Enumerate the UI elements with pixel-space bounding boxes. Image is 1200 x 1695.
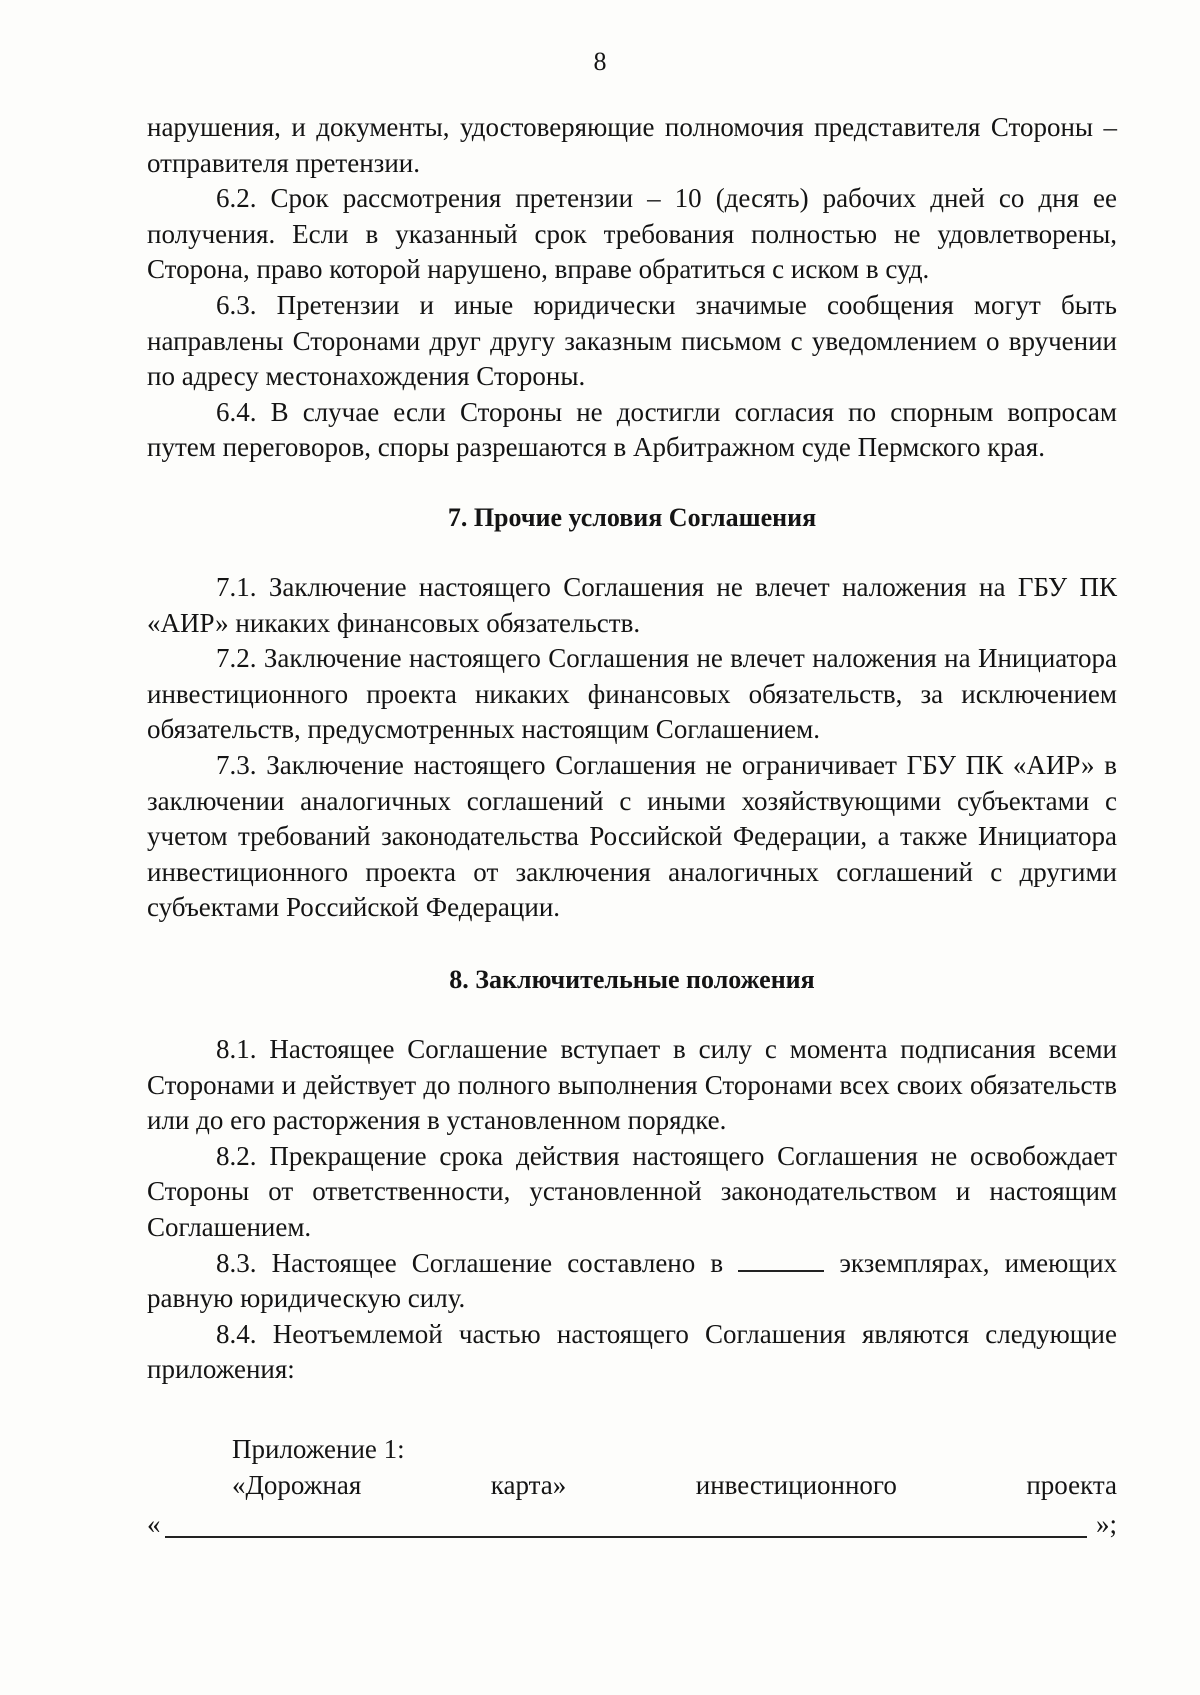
- paragraph-6-4: 6.4. В случае если Стороны не достигли согласия по спорным вопросам путем переговоров, споры разрешаются в Арбитражном суде Пермского края.: [147, 396, 1117, 463]
- project-name-blank: [165, 1536, 1087, 1538]
- open-quote: «: [147, 1509, 161, 1539]
- paragraph-7-2: 7.2. Заключение настоящего Соглашения не влечет наложения на Инициатора инвестиционного проекта никаких финансовых обязательств, за исключением обязательств, предусмотренных настоящим Соглашением.: [147, 643, 1117, 745]
- annex-word-2: карта»: [490, 1469, 567, 1500]
- section-7-heading-wrap: [147, 500, 1117, 535]
- copies-count-blank: [738, 1248, 824, 1272]
- section-7-heading: 7. Прочие условия Соглашения: [447, 503, 817, 532]
- page-number: 8: [593, 47, 607, 76]
- paragraph-8-1: 8.1. Настоящее Соглашение вступает в силу с момента подписания всеми Сторонами и действует до полного выполнения Сторонами всех своих обязательств или до его расторжения в установленном порядке.: [147, 1034, 1117, 1136]
- section-6-block: [147, 110, 1117, 466]
- paragraph-8-2: 8.2. Прекращение срока действия настоящего Соглашения не освобождает Стороны от ответственности, установленной законодательством и настоящим Соглашением.: [147, 1140, 1117, 1242]
- section-7-block: [147, 570, 1117, 926]
- annex-title-row: [232, 1432, 1117, 1468]
- paragraph-8-4: 8.4. Неотъемлемой частью настоящего Соглашения являются следующие приложения:: [147, 1318, 1117, 1385]
- section-8-heading-wrap: [147, 962, 1117, 997]
- annex-word-3: инвестиционного: [695, 1469, 897, 1500]
- section-8-heading: 8. Заключительные положения: [449, 965, 815, 994]
- paragraph-7-3: 7.3. Заключение настоящего Соглашения не ограничивает ГБУ ПК «АИР» в заключении аналогичных соглашений с иными хозяйствующими субъектами с учетом требований законодательства Российской Федерации, а также Инициатора инвестиционного проекта от заключения аналогичных соглашений с другими субъектами Российской Федерации.: [147, 749, 1117, 923]
- annex-word-1: «Дорожная: [232, 1469, 362, 1500]
- paragraph-6-2: 6.2. Срок рассмотрения претензии – 10 (десять) рабочих дней со дня ее получения. Если в указанный срок требования полностью не удовлетворены, Сторона, право которой нарушено, вправе обратиться с иском в суд.: [147, 183, 1117, 285]
- paragraph-8-3: [147, 1246, 1117, 1317]
- annex-caption-row: [232, 1468, 1117, 1504]
- paragraph-8-3-after: экземплярах, имеющих равную юридическую силу.: [147, 1247, 1118, 1314]
- section-8-block: [147, 1032, 1117, 1388]
- paragraph-6-1-continuation: нарушения, и документы, удостоверяющие полномочия представителя Стороны – отправителя претензии.: [147, 112, 1117, 178]
- paragraph-6-3: 6.3. Претензии и иные юридически значимые сообщения могут быть направлены Сторонами друг другу заказным письмом с уведомлением о вручении по адресу местонахождения Стороны.: [147, 289, 1117, 392]
- paragraph-8-3-before: 8.3. Настоящее Соглашение составлено в: [216, 1247, 724, 1278]
- annex-title: Приложение 1:: [232, 1434, 405, 1464]
- close-quote: »;: [1095, 1509, 1117, 1539]
- annex-block: [232, 1432, 1117, 1503]
- project-name-line: [147, 1506, 1117, 1542]
- annex-word-4: проекта: [1026, 1469, 1117, 1500]
- paragraph-7-1: 7.1. Заключение настоящего Соглашения не влечет наложения на ГБУ ПК «АИР» никаких финансовых обязательств.: [147, 572, 1117, 638]
